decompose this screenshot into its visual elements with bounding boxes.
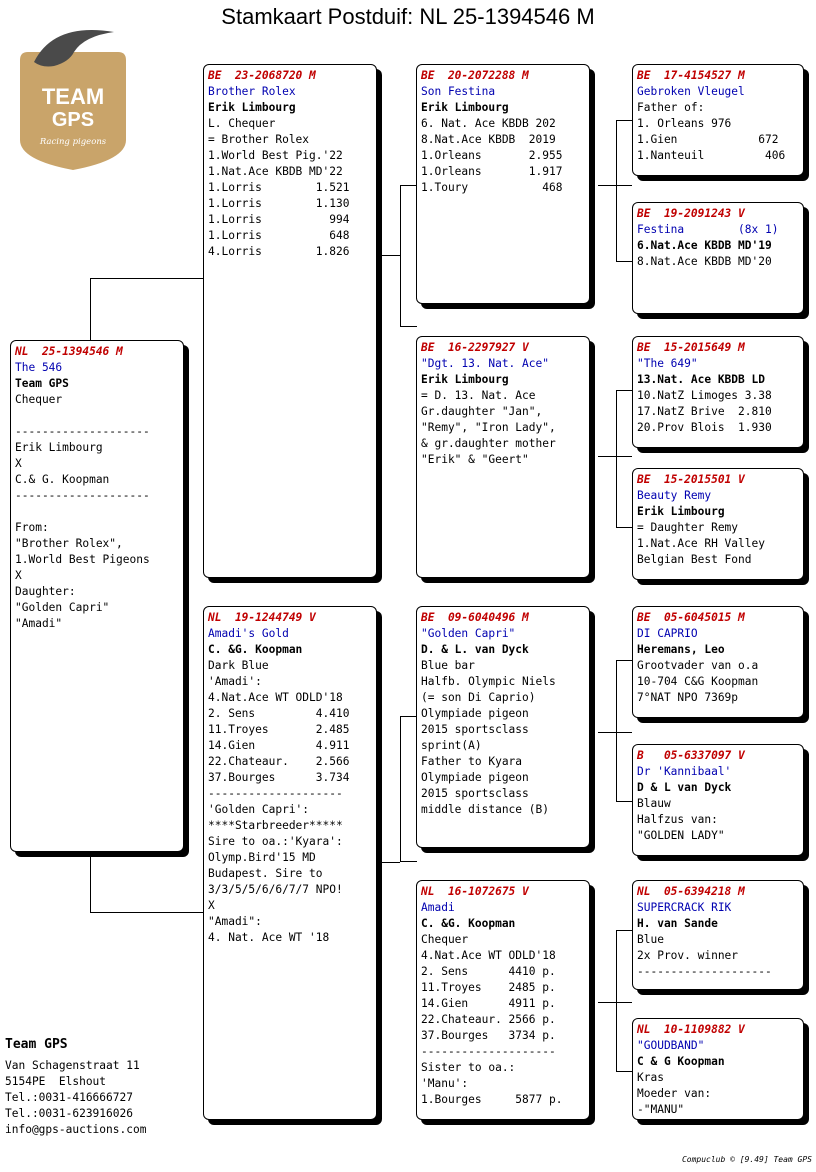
- pedigree-line: 17.NatZ Brive 2.810: [637, 405, 772, 418]
- footer-line: Van Schagenstraat 11: [5, 1059, 140, 1072]
- pigeon-card-ssd[interactable]: [632, 202, 804, 314]
- pedigree-line: X: [15, 457, 22, 470]
- pigeon-name: Brother Rolex: [208, 85, 296, 98]
- pedigree-line: Gr.daughter "Jan",: [421, 405, 543, 418]
- pedigree-line: 4. Nat. Ace WT '18: [208, 931, 330, 944]
- pigeon-name: "Dgt. 13. Nat. Ace": [421, 357, 549, 370]
- pedigree-line: "Remy", "Iron Lady",: [421, 421, 556, 434]
- pedigree-line: 1.Gien 672: [637, 133, 779, 146]
- footer-line: Tel.:0031-623916026: [5, 1107, 133, 1120]
- pedigree-line: Sister to oa.:: [421, 1061, 516, 1074]
- pigeon-card-dam-sire[interactable]: [416, 606, 590, 848]
- pedigree-line: Moeder van:: [637, 1087, 712, 1100]
- page-title: Stamkaart Postduif: NL 25-1394546 M: [221, 4, 595, 29]
- pigeon-card-ddd[interactable]: [632, 1018, 804, 1120]
- breeder-name: Heremans, Leo: [637, 643, 725, 656]
- pedigree-line: Belgian Best Fond: [637, 553, 752, 566]
- pedigree-line: "Golden Capri": [15, 601, 110, 614]
- breeder-name: Erik Limbourg: [421, 373, 509, 386]
- pedigree-line: Budapest. Sire to: [208, 867, 323, 880]
- pedigree-line: C.& G. Koopman: [15, 473, 110, 486]
- pigeon-name: "GOUDBAND": [637, 1039, 705, 1052]
- breeder-contact: [5, 1036, 146, 1138]
- pedigree-line: -"MANU": [637, 1103, 685, 1116]
- pedigree-line: 6.Nat.Ace KBDB MD'19: [637, 239, 772, 252]
- breeder-name: Team GPS: [15, 377, 69, 390]
- connector: [380, 255, 400, 256]
- pedigree-line: 1.Nat.Ace RH Valley: [637, 537, 765, 550]
- connector: [400, 716, 417, 862]
- pedigree-line: Olymp.Bird'15 MD: [208, 851, 316, 864]
- pedigree-line: = Daughter Remy: [637, 521, 739, 534]
- pedigree-line: --------------------: [15, 489, 150, 502]
- ring-number: BE 15-2015501 V: [637, 473, 745, 486]
- breeder-name: C. &G. Koopman: [421, 917, 516, 930]
- pedigree-line: 14.Gien 4911 p.: [421, 997, 556, 1010]
- footer-line: Tel.:0031-416666727: [5, 1091, 133, 1104]
- pedigree-line: 'Manu':: [421, 1077, 469, 1090]
- ring-number: NL 25-1394546 M: [15, 345, 123, 358]
- pedigree-line: X: [15, 569, 22, 582]
- pedigree-line: 2015 sportsclass: [421, 723, 529, 736]
- pedigree-line: 1.Orleans 1.917: [421, 165, 563, 178]
- pigeon-card-sire[interactable]: [203, 64, 377, 578]
- pedigree-line: 1.Lorris 648: [208, 229, 350, 242]
- pedigree-line: Halfzus van:: [637, 813, 718, 826]
- pedigree-line: Blue bar: [421, 659, 475, 672]
- pedigree-line: Erik Limbourg: [15, 441, 103, 454]
- pigeon-card-sdd[interactable]: [632, 468, 804, 580]
- pedigree-line: Father to Kyara: [421, 755, 523, 768]
- pedigree-line: 37.Bourges 3.734: [208, 771, 350, 784]
- pedigree-line: 22.Chateaur. 2.566: [208, 755, 350, 768]
- svg-text:Racing pigeons: Racing pigeons: [39, 137, 107, 147]
- pedigree-line: Halfb. Olympic Niels: [421, 675, 556, 688]
- pedigree-line: --------------------: [208, 787, 343, 800]
- ring-number: B 05-6337097 V: [637, 749, 745, 762]
- pedigree-line: Chequer: [421, 933, 469, 946]
- pedigree-line: 8.Nat.Ace KBDB MD'20: [637, 255, 772, 268]
- pedigree-line: 20.Prov Blois 1.930: [637, 421, 772, 434]
- ring-number: NL 19-1244749 V: [208, 611, 316, 624]
- pedigree-line: "Brother Rolex",: [15, 537, 123, 550]
- pedigree-line: L. Chequer: [208, 117, 276, 130]
- pedigree-line: "GOLDEN LADY": [637, 829, 725, 842]
- pedigree-line: 2x Prov. winner: [637, 949, 739, 962]
- pedigree-line: Chequer: [15, 393, 63, 406]
- pedigree-line: 1.World Best Pig.'22: [208, 149, 343, 162]
- connector: [380, 862, 400, 863]
- pedigree-line: ****Starbreeder*****: [208, 819, 343, 832]
- connector: [400, 185, 417, 327]
- pedigree-line: 1.Lorris 1.521: [208, 181, 350, 194]
- pedigree-line: 4.Lorris 1.826: [208, 245, 350, 258]
- pedigree-line: 10-704 C&G Koopman: [637, 675, 759, 688]
- breeder-name: C & G Koopman: [637, 1055, 725, 1068]
- pedigree-line: 1.Nanteuil 406: [637, 149, 786, 162]
- team-gps-logo: [14, 22, 132, 172]
- pedigree-line: Daughter:: [15, 585, 76, 598]
- pigeon-card-subject[interactable]: [10, 340, 184, 852]
- pedigree-line: 1.Nat.Ace KBDB MD'22: [208, 165, 343, 178]
- pedigree-line: Sire to oa.:'Kyara':: [208, 835, 343, 848]
- pedigree-line: 10.NatZ Limoges 3.38: [637, 389, 772, 402]
- connector: [90, 852, 205, 913]
- pedigree-line: --------------------: [637, 965, 772, 978]
- ring-number: BE 16-2297927 V: [421, 341, 529, 354]
- ring-number: NL 05-6394218 M: [637, 885, 745, 898]
- pigeon-card-dss[interactable]: [632, 606, 804, 718]
- ring-number: BE 09-6040496 M: [421, 611, 529, 624]
- ring-number: BE 19-2091243 V: [637, 207, 745, 220]
- connector: [616, 660, 633, 802]
- pigeon-card-sire-dam[interactable]: [416, 336, 590, 578]
- pedigree-line: 1. Orleans 976: [637, 117, 732, 130]
- pedigree-line: 1.Lorris 1.130: [208, 197, 350, 210]
- pigeon-name: Beauty Remy: [637, 489, 712, 502]
- pedigree-line: 11.Troyes 2485 p.: [421, 981, 556, 994]
- pigeon-card-sss[interactable]: [632, 64, 804, 176]
- connector: [616, 120, 633, 262]
- pedigree-line: --------------------: [15, 425, 150, 438]
- connector: [616, 390, 633, 528]
- pedigree-line: Blauw: [637, 797, 671, 810]
- pigeon-name: Dr 'Kannibaal': [637, 765, 732, 778]
- pedigree-line: --------------------: [421, 1045, 556, 1058]
- pigeon-name: "Golden Capri": [421, 627, 516, 640]
- breeder-name: C. &G. Koopman: [208, 643, 303, 656]
- pigeon-card-dam[interactable]: [203, 606, 377, 1120]
- ring-number: NL 10-1109882 V: [637, 1023, 745, 1036]
- ring-number: BE 15-2015649 M: [637, 341, 745, 354]
- pedigree-line: Kras: [637, 1071, 664, 1084]
- pedigree-line: 11.Troyes 2.485: [208, 723, 350, 736]
- pedigree-line: 3/3/5/5/6/6/7/7 NPO!: [208, 883, 343, 896]
- pedigree-line: [15, 504, 179, 520]
- svg-text:GPS: GPS: [51, 109, 95, 131]
- pedigree-line: 1.Bourges 5877 p.: [421, 1093, 563, 1106]
- pedigree-line: 1.Orleans 2.955: [421, 149, 563, 162]
- pedigree-line: 6. Nat. Ace KBDB 202: [421, 117, 556, 130]
- ring-number: BE 17-4154527 M: [637, 69, 745, 82]
- pedigree-line: 4.Nat.Ace WT ODLD'18: [421, 949, 556, 962]
- pedigree-line: 'Golden Capri':: [208, 803, 310, 816]
- pigeon-name: Festina (8x 1): [637, 223, 779, 236]
- pedigree-line: X: [208, 899, 215, 912]
- pedigree-line: Father of:: [637, 101, 705, 114]
- pedigree-line: "Amadi":: [208, 915, 262, 928]
- pedigree-line: Olympiade pigeon: [421, 707, 529, 720]
- pigeon-name: Gebroken Vleugel: [637, 85, 745, 98]
- breeder-name: Erik Limbourg: [637, 505, 725, 518]
- pedigree-line: 22.Chateaur. 2566 p.: [421, 1013, 556, 1026]
- pedigree-line: 37.Bourges 3734 p.: [421, 1029, 556, 1042]
- pedigree-line: 2. Sens 4.410: [208, 707, 350, 720]
- pedigree-line: 1.Toury 468: [421, 181, 563, 194]
- software-credit: Compuclub © [9.49] Team GPS: [681, 1155, 812, 1164]
- pigeon-name: The 546: [15, 361, 63, 374]
- pedigree-line: 8.Nat.Ace KBDB 2019: [421, 133, 556, 146]
- pedigree-line: (= son Di Caprio): [421, 691, 536, 704]
- pedigree-line: Dark Blue: [208, 659, 269, 672]
- pedigree-line: Grootvader van o.a: [637, 659, 759, 672]
- pedigree-line: Blue: [637, 933, 664, 946]
- breeder-name: D. & L. van Dyck: [421, 643, 529, 656]
- pigeon-name: Amadi: [421, 901, 455, 914]
- pigeon-name: "The 649": [637, 357, 698, 370]
- pedigree-line: "Erik" & "Geert": [421, 453, 529, 466]
- pigeon-card-dds[interactable]: [632, 880, 804, 990]
- ring-number: BE 20-2072288 M: [421, 69, 529, 82]
- pedigree-line: 2. Sens 4410 p.: [421, 965, 556, 978]
- pedigree-line: = D. 13. Nat. Ace: [421, 389, 536, 402]
- pedigree-line: = Brother Rolex: [208, 133, 310, 146]
- pedigree-line: & gr.daughter mother: [421, 437, 556, 450]
- pigeon-name: SUPERCRACK RIK: [637, 901, 732, 914]
- pigeon-card-dam-dam[interactable]: [416, 880, 590, 1120]
- pigeon-card-dsd[interactable]: [632, 744, 804, 856]
- pedigree-line: "Amadi": [15, 617, 63, 630]
- breeder-name: Erik Limbourg: [208, 101, 296, 114]
- pedigree-line: middle distance (B): [421, 803, 549, 816]
- pedigree-line: 1.Lorris 994: [208, 213, 350, 226]
- pedigree-line: 'Amadi':: [208, 675, 262, 688]
- pedigree-line: 13.Nat. Ace KBDB LD: [637, 373, 765, 386]
- pedigree-line: 7°NAT NPO 7369p: [637, 691, 739, 704]
- footer-email[interactable]: info@gps-auctions.com: [5, 1123, 147, 1136]
- pigeon-name: Amadi's Gold: [208, 627, 289, 640]
- pigeon-card-sds[interactable]: [632, 336, 804, 448]
- breeder-name: D & L van Dyck: [637, 781, 732, 794]
- connector: [90, 278, 205, 341]
- ring-number: NL 16-1072675 V: [421, 885, 529, 898]
- pedigree-line: 1.World Best Pigeons: [15, 553, 150, 566]
- pigeon-card-sire-sire[interactable]: [416, 64, 590, 304]
- svg-text:TEAM: TEAM: [41, 84, 105, 109]
- ring-number: BE 23-2068720 M: [208, 69, 316, 82]
- pedigree-line: 14.Gien 4.911: [208, 739, 350, 752]
- pedigree-line: From:: [15, 521, 49, 534]
- connector: [616, 930, 633, 1072]
- pigeon-name: DI CAPRIO: [637, 627, 698, 640]
- breeder-name: Erik Limbourg: [421, 101, 509, 114]
- pedigree-line: 4.Nat.Ace WT ODLD'18: [208, 691, 343, 704]
- pedigree-line: [15, 408, 179, 424]
- pedigree-line: sprint(A): [421, 739, 482, 752]
- ring-number: BE 05-6045015 M: [637, 611, 745, 624]
- pedigree-line: 2015 sportsclass: [421, 787, 529, 800]
- footer-line: 5154PE Elshout: [5, 1075, 107, 1088]
- pigeon-name: Son Festina: [421, 85, 496, 98]
- footer-name: Team GPS: [5, 1037, 68, 1052]
- breeder-name: H. van Sande: [637, 917, 718, 930]
- pedigree-line: Olympiade pigeon: [421, 771, 529, 784]
